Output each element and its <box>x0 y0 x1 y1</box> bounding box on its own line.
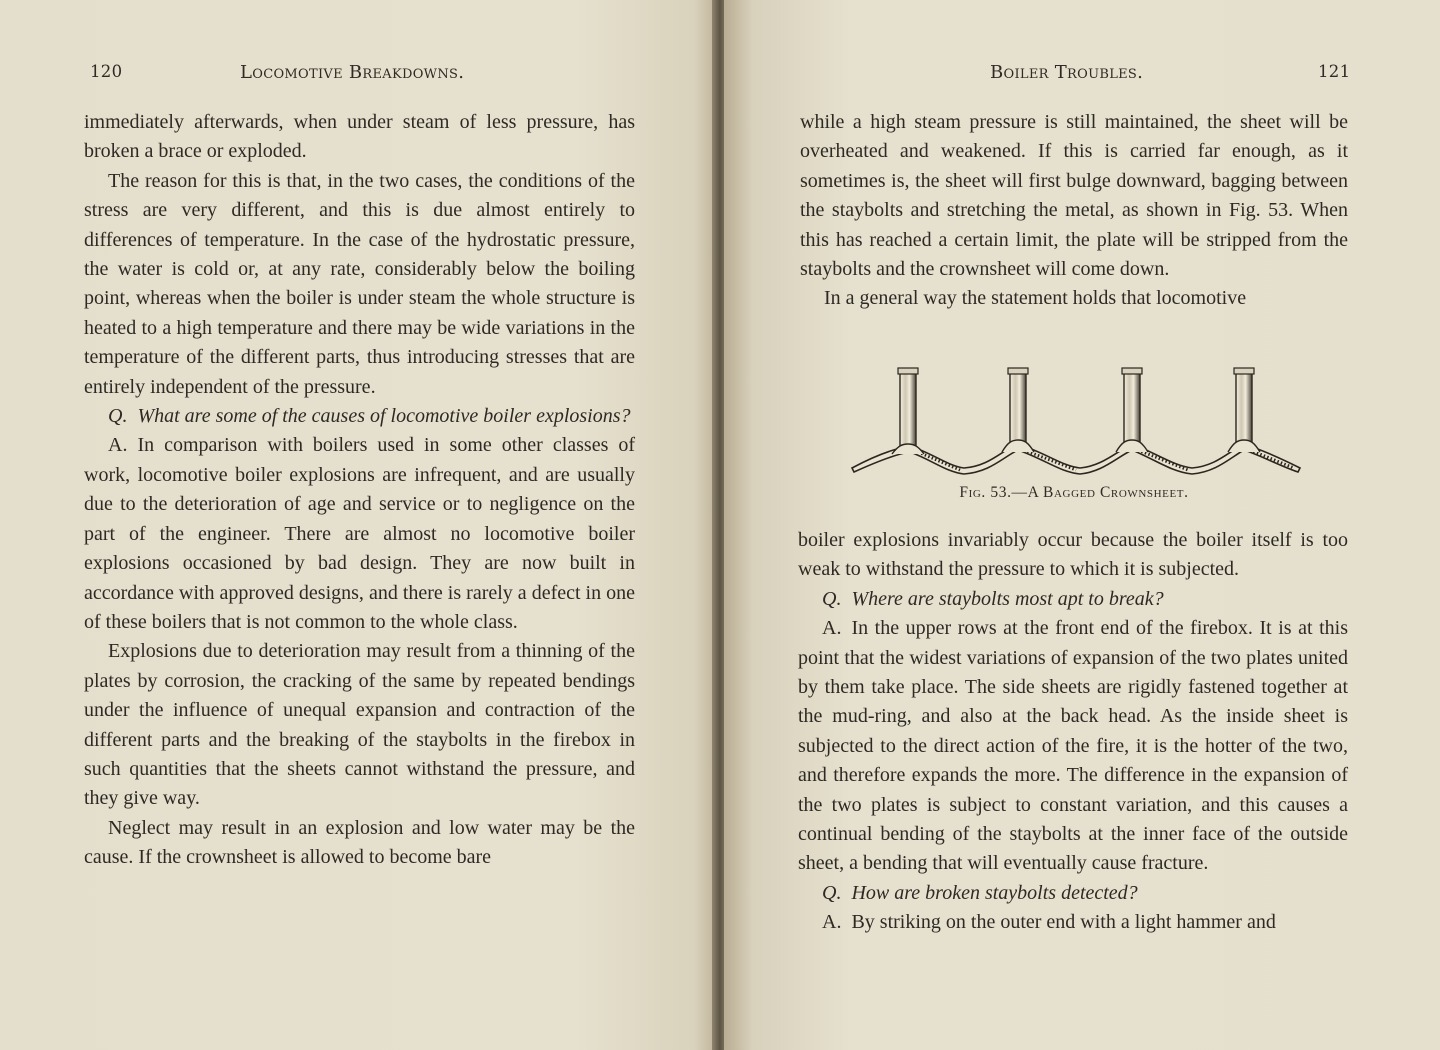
staybolt-2 <box>1002 368 1034 452</box>
left-page <box>0 0 716 1050</box>
staybolt-1 <box>892 368 924 454</box>
answer-label: A. <box>822 911 842 934</box>
question-paragraph <box>798 585 1348 614</box>
answer-text: In the upper rows at the front end of the firebox. It is at this point that the widest variations of expansion of the two plates united by them take place. The side sheets are rigidly fastened together at the mud-ring, and also at the back head. As the inside sheet is subjected to the direct action of the fire, it is the hotter of the two, and therefore expands the more. The difference in the expansion of the two plates is subject to constant variation, and this causes a continual bending of the staybolts at the inner face of the outside sheet, a bending that will eventually cause fracture. <box>798 617 1348 875</box>
continued-paragraph: boiler explosions invariably occur because the boiler itself is too weak to withstand the pressure to which it is subjected. <box>798 529 1348 581</box>
answer-text: By striking on the outer end with a light hammer and <box>851 911 1276 934</box>
answer-label: A. <box>108 434 128 457</box>
body-paragraph: Neglect may result in an explosion and low water may be the cause. If the crownsheet is allowed to become bare <box>84 816 635 869</box>
question-paragraph <box>798 879 1348 908</box>
continued-paragraph: immediately afterwards, when under steam of less pressure, has broken a brace or exploded. <box>84 111 635 163</box>
page-number-left: 120 <box>90 62 123 81</box>
question-text: What are some of the causes of locomotive boiler explosions? <box>137 405 631 428</box>
answer-paragraph <box>798 614 1348 879</box>
running-head-title-left: Locomotive Breakdowns. <box>240 62 465 83</box>
answer-paragraph <box>84 431 635 637</box>
body-paragraph: Explosions due to deterioration may result from a thinning of the plates by corrosion, the cracking of the same by repeated bendings under the influence of unequal expansion and contraction of the different parts and the breaking of the staybolts in the firebox in such quantities that the sheets cannot withstand the pressure, and they give way. <box>84 640 635 810</box>
question-label: Q. <box>108 405 128 428</box>
question-text: How are broken staybolts detected? <box>851 881 1138 904</box>
left-body-text <box>84 108 635 873</box>
running-head-title-right: Boiler Troubles. <box>990 62 1144 83</box>
staybolt-3 <box>1116 368 1148 452</box>
figure-caption: Fig. 53.—A Bagged Crownsheet. <box>959 484 1189 501</box>
right-body-text-bottom <box>798 526 1348 938</box>
answer-label: A. <box>822 617 842 640</box>
bagged-crownsheet-illustration <box>848 362 1304 480</box>
question-label: Q. <box>822 881 842 904</box>
question-text: Where are staybolts most apt to break? <box>851 587 1164 610</box>
right-body-text-top <box>800 108 1348 314</box>
continued-paragraph: while a high steam pressure is still maintained, the sheet will be overheated and weakened. If this is carried far enough, as it sometimes is, the sheet will first bulge downward, bagging between the staybolts and stretching the metal, as shown in Fig. 53. When this has reached a certain limit, the plate will be stripped from the staybolts and the crownsheet will come down. <box>800 111 1348 281</box>
staybolt-4 <box>1228 368 1260 452</box>
body-paragraph: In a general way the statement holds that locomotive <box>824 287 1247 310</box>
page-number-right: 121 <box>1318 62 1351 81</box>
answer-paragraph <box>798 908 1348 937</box>
body-paragraph: The reason for this is that, in the two cases, the conditions of the stress are very different, and this is due almost entirely to differences of temperature. In the case of the hydrostatic pressure, the water is cold or, at any rate, considerably below the boiling point, whereas when the boiler is under steam the whole structure is heated to a high temperature and there may be wide variations in the temperature of the different parts, thus introducing stresses that are entirely independent of the pressure. <box>84 169 635 398</box>
answer-text: In comparison with boilers used in some other classes of work, locomotive boiler explosions are infrequent, and are usually due to the deterioration of age and service or to negligence on the part of the engineer. There are almost no locomotive boiler explosions occasioned by bad design. They are now built in accordance with approved designs, and there is rarely a defect in one of these boilers that is not common to the whole class. <box>84 434 635 633</box>
question-label: Q. <box>822 587 842 610</box>
question-paragraph <box>84 402 635 431</box>
